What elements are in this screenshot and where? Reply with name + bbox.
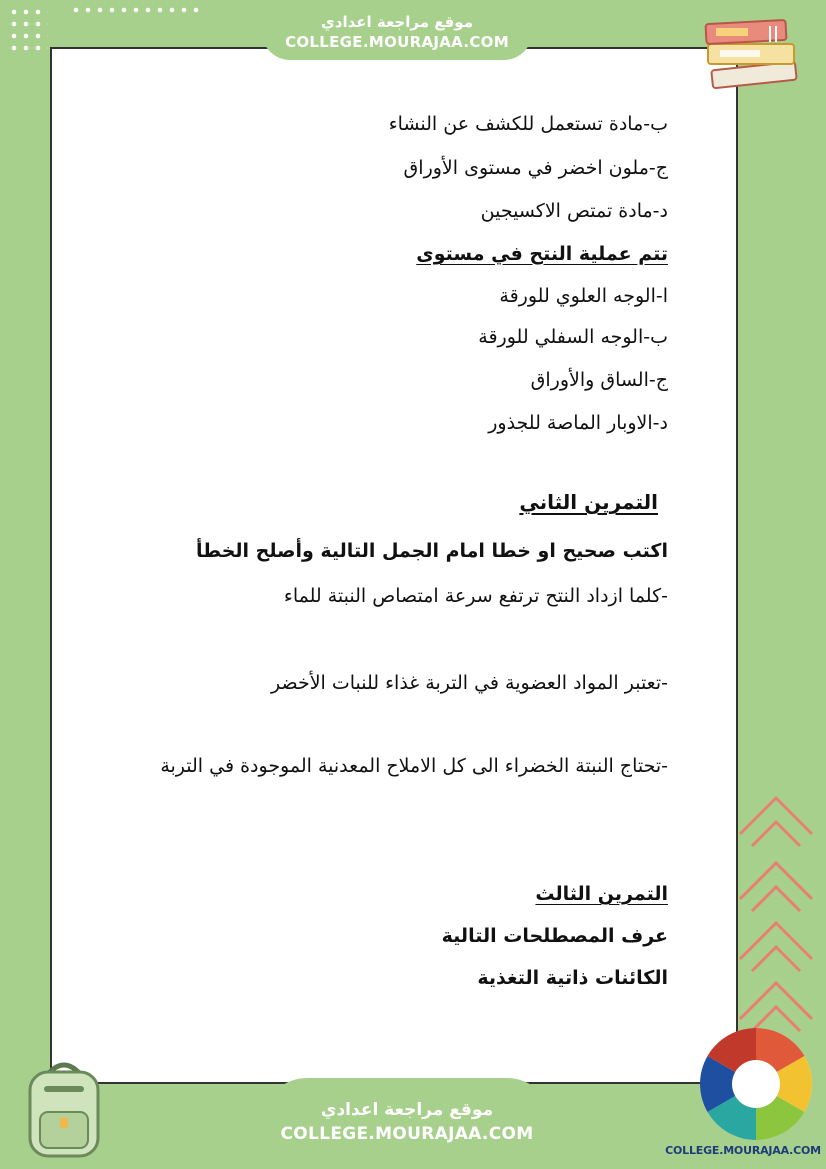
header-site-name: موقع مراجعة اعدادي	[321, 13, 473, 31]
college-logo-icon	[696, 1024, 816, 1144]
header-badge[interactable]	[262, 4, 532, 60]
footer-badge[interactable]	[262, 1078, 552, 1169]
exercise-3-title: التمرين الثالث	[535, 883, 668, 905]
exercise-3-instruction: عرف المصطلحات التالية	[441, 925, 668, 947]
exercise-2-title: التمرين الثاني	[519, 490, 658, 514]
exercise-2-statement-3: -تحتاج النبتة الخضراء الى كل الاملاح المعدنية الموجودة في التربة	[160, 755, 668, 777]
decorative-dots	[8, 6, 48, 56]
logo-text: COLLEGE.MOURAJAA.COM	[665, 1144, 821, 1157]
books-icon	[698, 8, 808, 96]
exercise-2-instruction: اكتب صحيح او خطا امام الجمل التالية وأصلح الخطأ	[196, 540, 668, 562]
chevron-up-icon	[738, 790, 814, 850]
q2-option-a: ا-الوجه العلوي للورقة	[499, 285, 668, 307]
exercise-2-statement-1: -كلما ازداد النتح ترتفع سرعة امتصاص النبتة للماء	[283, 585, 668, 607]
q2-option-c: ج-الساق والأوراق	[530, 369, 668, 391]
backpack-icon	[14, 1056, 114, 1160]
exercise-2-statement-2: -تعتبر المواد العضوية في التربة غذاء للنبات الأخضر	[271, 672, 668, 694]
q2-option-d: د-الاوبار الماصة للجذور	[488, 412, 668, 434]
header-site-url[interactable]: COLLEGE.MOURAJAA.COM	[285, 33, 509, 51]
q1-option-b: ب-مادة تستعمل للكشف عن النشاء	[388, 113, 668, 135]
q2-option-b: ب-الوجه السفلي للورقة	[478, 326, 668, 348]
q2-title: تتم عملية النتح في مستوى	[416, 243, 668, 265]
footer-site-url[interactable]: COLLEGE.MOURAJAA.COM	[280, 1124, 534, 1144]
exercise-3-term: الكائنات ذاتية التغذية	[477, 967, 668, 989]
footer-site-name: موقع مراجعة اعدادي	[320, 1100, 494, 1120]
q1-option-c: ج-ملون اخضر في مستوى الأوراق	[403, 157, 668, 179]
chevron-up-icon	[738, 855, 814, 915]
chevron-up-icon	[738, 915, 814, 975]
decorative-dots-top	[70, 4, 200, 16]
q1-option-d: د-مادة تمتص الاكسيجين	[480, 200, 668, 222]
